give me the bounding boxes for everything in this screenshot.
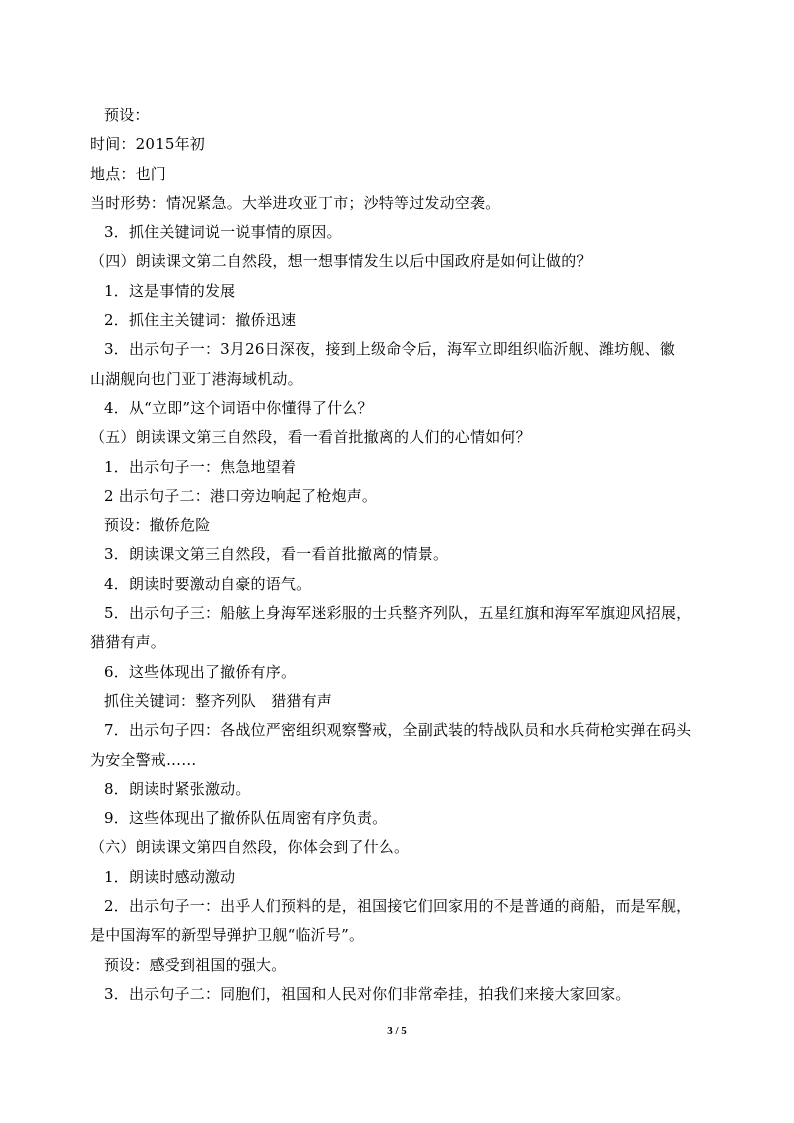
text-line: 1．出示句子一：焦急地望着 [104, 457, 297, 476]
text-line: 抓住关键词：整齐列队 猎猎有声 [104, 691, 333, 710]
section-heading: （四）朗读课文第二自然段，想一想事情发生以后中国政府是如何让做的？ [90, 252, 592, 271]
section-heading: （五）朗读课文第三自然段，看一看首批撤离的人们的心情如何？ [90, 428, 531, 447]
text-line: 5．出示句子三：船舷上身海军迷彩服的士兵整齐列队，五星红旗和海军军旗迎风招展， [104, 604, 692, 623]
text-line: 1．这是事情的发展 [104, 281, 236, 300]
text-line: 预设： [104, 106, 150, 124]
text-line: 2．抓住主关键词：撤侨迅速 [104, 311, 297, 330]
text-line: 为安全警戒…… [90, 750, 197, 769]
text-line: 是中国海军的新型导弹护卫舰“临沂号”。 [90, 926, 365, 945]
text-line: 预设：撤侨危险 [104, 516, 211, 535]
text-line: 地点：也门 [90, 164, 167, 183]
text-line: 1．朗读时感动激动 [104, 867, 236, 886]
text-line: 2．出示句子一：出乎人们预料的是，祖国接它们回家用的不是普通的商船，而是军舰， [104, 897, 692, 916]
section-heading: （六）朗读课文第四自然段，你体会到了什么。 [90, 838, 410, 857]
text-line: 3．出示句子一：3月26日深夜，接到上级命令后，海军立即组织临沂舰、潍坊舰、徽 [104, 340, 675, 359]
text-line: 时间：2015年初 [90, 135, 205, 154]
text-line: 3．朗读课文第三自然段，看一看首批撤离的情景。 [104, 545, 449, 564]
page-number: 3 / 5 [387, 1025, 407, 1037]
text-line: 当时形势：情况紧急。大举进攻亚丁市；沙特等过发动空袭。 [90, 193, 501, 212]
text-line: 8．朗读时紧张激动。 [104, 779, 251, 798]
text-line: 3．抓住关键词说一说事情的原因。 [104, 223, 342, 242]
text-line: 猎猎有声。 [90, 633, 167, 652]
text-line: 9．这些体现出了撤侨队伍周密有序负责。 [104, 809, 388, 828]
text-line: 4．朗读时要激动自豪的语气。 [104, 574, 312, 593]
text-line: 山湖舰向也门亚丁港海域机动。 [90, 369, 303, 388]
text-line: 3．出示句子二：同胞们，祖国和人民对你们非常牵挂，拍我们来接大家回家。 [104, 984, 631, 1003]
text-line: 2 出示句子二：港口旁边响起了枪炮声。 [104, 486, 378, 505]
text-line: 预设：感受到祖国的强大。 [104, 955, 287, 974]
document-body [90, 101, 704, 1009]
text-line: 6．这些体现出了撤侨有序。 [104, 662, 297, 681]
text-line: 4．从“立即”这个词语中你懂得了什么？ [104, 398, 373, 417]
text-line: 7．出示句子四：各战位严密组织观察警戒，全副武装的特战队员和水兵荷枪实弹在码头 [104, 721, 692, 740]
